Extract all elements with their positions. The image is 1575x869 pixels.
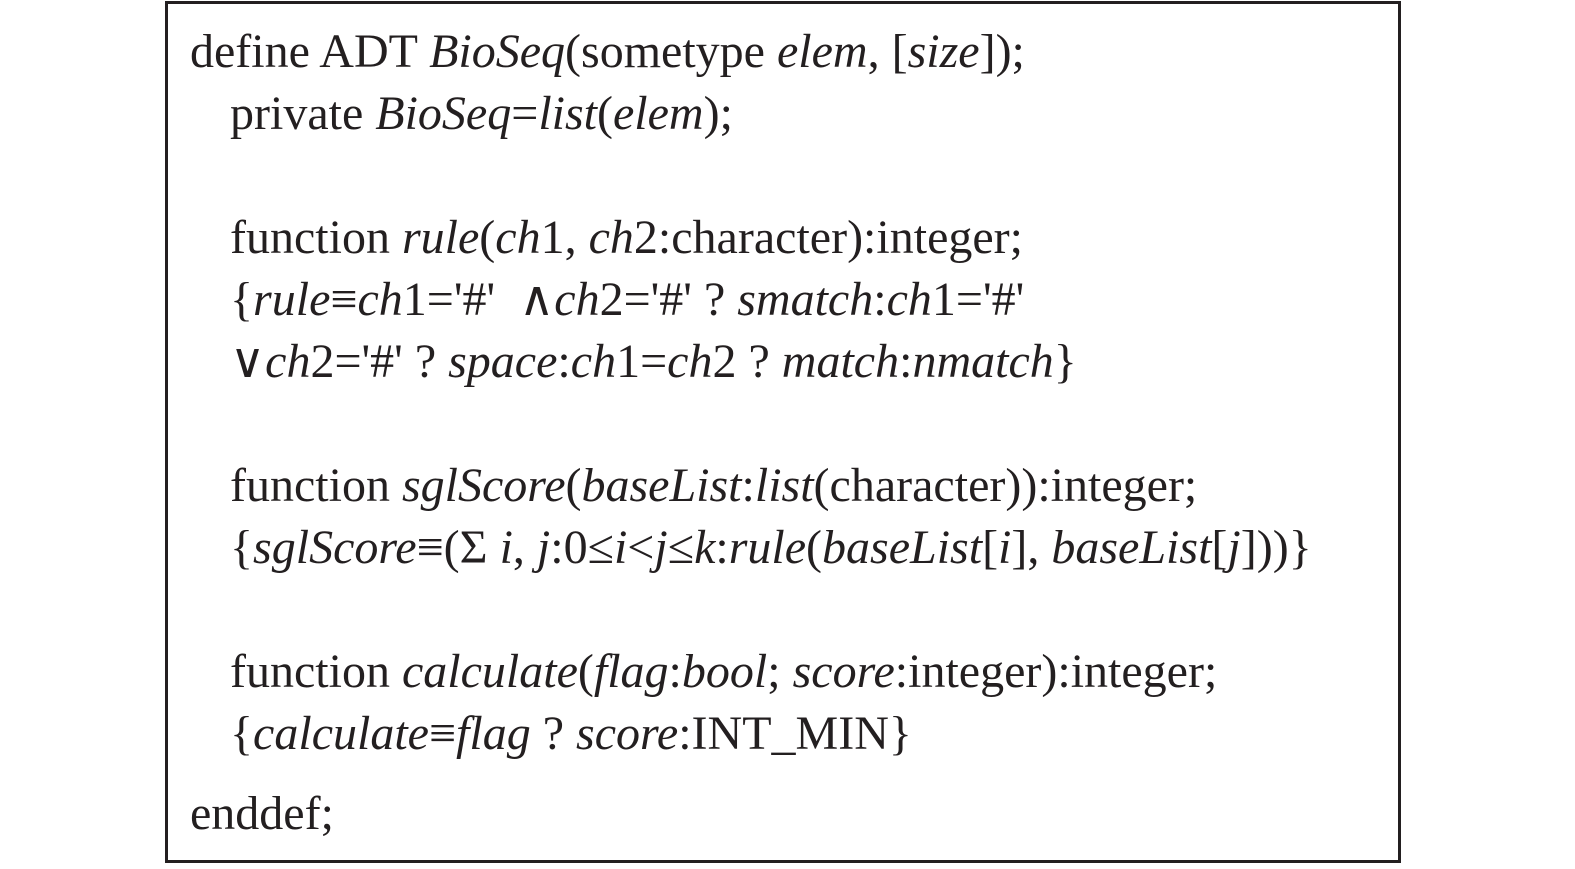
text-token: 1= — [616, 335, 668, 388]
italic-token: calculate — [401, 645, 578, 698]
text-token: ( — [597, 87, 613, 140]
text-token: 1='#' — [931, 273, 1025, 326]
italic-token: i — [499, 521, 513, 574]
text-token: = — [511, 87, 539, 140]
text-token: : — [741, 459, 755, 512]
line-rule-body-2 — [230, 334, 1077, 390]
italic-token: sglScore — [401, 459, 566, 512]
italic-token: j — [536, 521, 551, 574]
italic-token: list — [538, 87, 597, 140]
text-token: , — [512, 521, 537, 574]
text-token: 2='#' ? — [599, 273, 738, 326]
text-token: : — [557, 335, 571, 388]
text-token: 2='#' ? — [310, 335, 449, 388]
text-token: ( — [806, 521, 823, 574]
italic-token: rule — [401, 211, 480, 264]
text-token: , [ — [867, 25, 908, 78]
text-token: ∨ — [230, 335, 266, 388]
text-token: (sometype — [565, 25, 777, 78]
text-token: ( — [479, 211, 496, 264]
italic-token: rule — [728, 521, 807, 574]
italic-token: ch — [265, 335, 311, 388]
text-token: { — [230, 521, 254, 574]
text-token: function — [230, 459, 402, 512]
italic-token: score — [576, 707, 679, 760]
line-function-sglscore — [230, 458, 1197, 514]
italic-token: sglScore — [253, 521, 417, 574]
text-token: ]))} — [1240, 521, 1312, 574]
italic-token: ch — [886, 273, 932, 326]
italic-token: elem — [776, 25, 868, 78]
text-token: :integer):integer; — [894, 645, 1218, 698]
italic-token: ch — [570, 335, 617, 388]
text-token: ( — [577, 645, 594, 698]
text-token: : — [715, 521, 729, 574]
italic-token: ch — [667, 335, 713, 388]
italic-token: ch — [554, 273, 600, 326]
line-private — [230, 86, 733, 142]
text-token: private — [230, 87, 376, 140]
italic-token: smatch — [737, 273, 874, 326]
text-token: ≡ — [428, 707, 457, 760]
line-function-rule — [230, 210, 1023, 266]
text-token: [ — [1211, 521, 1228, 574]
italic-token: BioSeq — [375, 87, 512, 140]
italic-token: ch — [495, 211, 541, 264]
text-token: : — [668, 645, 682, 698]
line-define — [190, 24, 1025, 80]
text-token: 2 ? — [712, 335, 782, 388]
text-token: ); — [703, 87, 733, 140]
italic-token: bool — [681, 645, 768, 698]
italic-token: ch — [588, 211, 634, 264]
italic-token: flag — [456, 707, 531, 760]
text-token: : — [873, 273, 887, 326]
line-rule-body-1 — [230, 272, 1024, 328]
italic-token: ch — [357, 273, 403, 326]
text-token: [ — [982, 521, 999, 574]
text-token: (character)):integer; — [813, 459, 1198, 512]
text-token: define ADT — [190, 25, 430, 78]
italic-token: i — [998, 521, 1012, 574]
italic-token: baseList — [822, 521, 983, 574]
italic-token: list — [754, 459, 814, 512]
text-token: 2:character):integer; — [633, 211, 1023, 264]
text-token: ]); — [979, 25, 1025, 78]
italic-token: j — [654, 521, 668, 574]
line-calculate-body — [230, 706, 912, 762]
text-token: :INT_MIN} — [678, 707, 912, 760]
text-token: { — [230, 707, 254, 760]
italic-token: BioSeq — [429, 25, 566, 78]
italic-token: elem — [612, 87, 704, 140]
text-token: ( — [565, 459, 582, 512]
text-token: function — [230, 211, 402, 264]
text-token: ≡(Σ — [416, 521, 500, 574]
italic-token: j — [1227, 521, 1241, 574]
italic-token: k — [694, 521, 716, 574]
text-token: < — [627, 521, 655, 574]
italic-token: score — [792, 645, 895, 698]
line-sglscore-body — [230, 520, 1312, 576]
italic-token: flag — [593, 645, 669, 698]
text-token: enddef; — [190, 787, 334, 840]
text-token: function — [230, 645, 402, 698]
italic-token: calculate — [253, 707, 429, 760]
text-token: ≤ — [667, 521, 695, 574]
text-token: { — [230, 273, 254, 326]
text-token: 1, — [540, 211, 589, 264]
text-token: :0≤ — [550, 521, 614, 574]
italic-token: size — [907, 25, 980, 78]
italic-token: rule — [253, 273, 331, 326]
text-token: ? — [530, 707, 577, 760]
text-token: ], — [1011, 521, 1052, 574]
italic-token: i — [613, 521, 628, 574]
line-enddef — [190, 786, 334, 842]
text-token: } — [1053, 335, 1077, 388]
italic-token: baseList — [1051, 521, 1212, 574]
text-token: ≡ — [330, 273, 358, 326]
italic-token: space — [448, 335, 558, 388]
italic-token: baseList — [581, 459, 742, 512]
italic-token: nmatch — [912, 335, 1054, 388]
italic-token: match — [781, 335, 900, 388]
text-token: ; — [767, 645, 793, 698]
text-token: : — [899, 335, 913, 388]
text-token: 1='#' ∧ — [402, 273, 555, 326]
line-function-calculate — [230, 644, 1217, 700]
